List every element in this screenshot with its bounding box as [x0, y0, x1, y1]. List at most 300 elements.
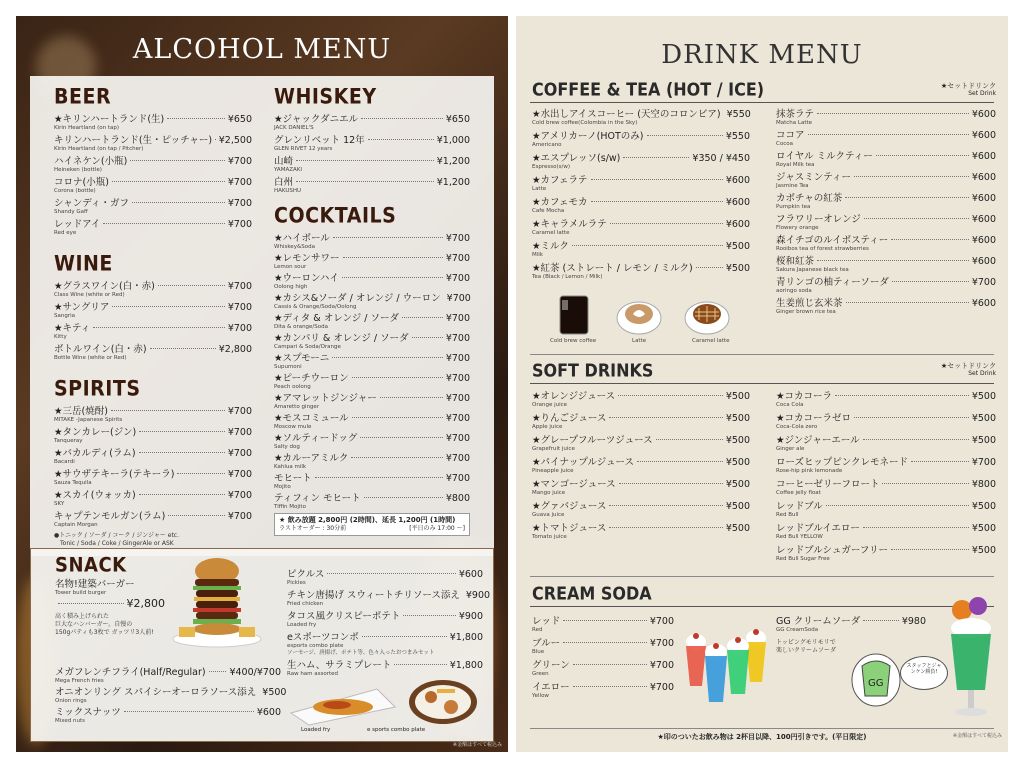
leader-dots: [610, 223, 723, 224]
wine-heading: WINE: [54, 251, 113, 277]
item-subtitle: Lemon sour: [274, 264, 307, 270]
item-price: ¥400/¥700: [229, 667, 281, 678]
snack-heading: SNACK: [55, 553, 127, 578]
item-name: ★アマレットジンジャー: [274, 393, 377, 404]
snack-item: [287, 660, 483, 678]
item-subtitle: Americano: [532, 142, 562, 148]
coffee-item: [532, 153, 750, 171]
item-name: ★三岳(焼酎): [54, 406, 108, 417]
cocktail-item: [274, 353, 470, 371]
cocktail-item: [274, 233, 470, 251]
item-price: ¥600: [458, 569, 483, 580]
item-name: ハイネケン(小瓶): [54, 156, 128, 167]
snack-panel: [30, 548, 494, 742]
gg-cream-soda: [776, 616, 926, 655]
item-price: ¥2,500: [218, 135, 252, 146]
item-subtitle: Ginger brown rice tea: [776, 309, 836, 315]
leader-dots: [139, 494, 225, 495]
tea-item: [776, 235, 996, 253]
item-price: ¥700: [227, 219, 252, 230]
leader-dots: [846, 302, 969, 303]
item-subtitle: Tea (Black / Lemon / Milk): [532, 274, 603, 280]
item-price: ¥700: [446, 293, 471, 304]
leader-dots: [380, 397, 443, 398]
item-name: レッドブルイエロー: [776, 523, 860, 534]
item-name: ピクルス: [287, 569, 325, 580]
leader-dots: [817, 113, 969, 114]
item-subtitle: Campari & Soda/Orange: [274, 344, 341, 350]
item-subtitle: Tomato juice: [532, 534, 567, 540]
item-name: eスポーツコンボ: [287, 632, 359, 643]
item-price: ¥700: [649, 660, 674, 671]
soft-drink-item: [776, 545, 996, 563]
coffee-item: [532, 175, 750, 193]
cocktails-list: [274, 233, 470, 511]
soft-drink-item: [532, 435, 750, 453]
item-subtitle: Royal Milk tea: [776, 162, 815, 168]
item-name: ★カンパリ & オレンジ / ソーダ: [274, 333, 409, 344]
burger-name: 名物!建築バーガー: [55, 579, 135, 590]
leader-dots: [351, 457, 442, 458]
item-price: ¥1,800: [449, 660, 483, 671]
item-name: ココア: [776, 130, 805, 141]
item-name: ★バカルディ(ラム): [54, 448, 136, 459]
item-price: ¥500: [971, 523, 996, 534]
beer-item: [54, 219, 252, 237]
item-subtitle: SKY: [54, 501, 65, 507]
item-subtitle: Bacardi: [54, 459, 75, 465]
leader-dots: [573, 686, 647, 687]
item-price: ¥700: [649, 638, 674, 649]
item-price: ¥600: [725, 175, 750, 186]
item-price: ¥700: [445, 233, 470, 244]
item-price: ¥800: [445, 493, 470, 504]
item-subtitle: Pickles: [287, 580, 306, 586]
item-name: グレンリベット 12年: [274, 135, 365, 146]
item-price: ¥550: [725, 131, 750, 142]
leader-dots: [132, 202, 225, 203]
item-name: ★パイナップルジュース: [532, 457, 635, 468]
beer-item: [54, 156, 252, 174]
leader-dots: [891, 239, 969, 240]
snack-item: [287, 611, 483, 629]
cocktail-item: [274, 453, 470, 471]
item-name: ★カフェラテ: [532, 175, 588, 186]
snack-right-list: [287, 569, 491, 681]
soft-drink-item: [532, 391, 750, 409]
item-price: ¥500: [971, 501, 996, 512]
spirits-item: [54, 469, 252, 487]
coffee-right-list: [776, 109, 996, 319]
item-price: ¥500: [971, 435, 996, 446]
leader-dots: [352, 417, 443, 418]
item-subtitle: Grapefruit juice: [532, 446, 575, 452]
cocktail-item: [274, 473, 470, 491]
svg-text:GG: GG: [868, 678, 884, 689]
item-subtitle: Amaretto ginger: [274, 404, 320, 410]
item-subtitle: Supumoni: [274, 364, 302, 370]
item-subtitle: Fried chicken: [287, 601, 324, 607]
leader-dots: [845, 197, 969, 198]
item-name: シャンディ・ガフ: [54, 198, 130, 209]
item-price: ¥500: [971, 413, 996, 424]
beer-item: [54, 135, 252, 153]
item-price: ¥700: [227, 406, 252, 417]
item-name: レッドアイ: [54, 219, 101, 230]
free-flow-box: [274, 513, 470, 536]
item-price: ¥600: [725, 219, 750, 230]
soft-drink-item: [532, 413, 750, 431]
leader-dots: [572, 245, 723, 246]
item-subtitle: Red Bull: [776, 512, 799, 518]
gg-name: GG クリームソーダ: [776, 616, 861, 627]
loaded-fry-image: [287, 685, 399, 727]
tea-item: [776, 193, 996, 211]
snack-left-list: [55, 667, 287, 727]
item-subtitle: Matcha Latte: [776, 120, 813, 126]
item-price: ¥700: [445, 453, 470, 464]
item-subtitle: GLEN RIVET 12 years: [274, 146, 333, 152]
item-subtitle: Sangria: [54, 313, 75, 319]
latte-caption: Latte: [632, 338, 647, 344]
leader-dots: [876, 155, 969, 156]
item-name: ★サウザテキーラ(テキーラ): [54, 469, 175, 480]
gg-sub: GG CreamSoda: [776, 627, 819, 633]
item-price: ¥700: [649, 682, 674, 693]
item-price: ¥350 / ¥450: [692, 153, 750, 164]
item-price: ¥700: [649, 616, 674, 627]
leader-dots: [403, 615, 455, 616]
cocktail-item: [274, 253, 470, 271]
item-subtitle: Kirin Heartland (on tap): [54, 125, 119, 131]
item-subtitle: Kirin Heartland (on tap / Pitcher): [54, 146, 144, 152]
whiskey-list: [274, 114, 470, 195]
beer-item: [54, 114, 252, 132]
coffee-item: [532, 197, 750, 215]
item-subtitle: Raw ham assorted: [287, 671, 339, 677]
leader-dots: [817, 260, 969, 261]
item-subtitle: Whiskey&Soda: [274, 244, 315, 250]
soft-drink-item: [532, 479, 750, 497]
item-name: ボトルワイン(白・赤): [54, 344, 147, 355]
soft-drink-item: [776, 413, 996, 431]
spirits-item: [54, 448, 252, 466]
item-extra: ソーセージ、唐揚げ、ポテト等、色々入ったおつまみセット: [287, 650, 435, 656]
coffee-item: [532, 219, 750, 237]
staff-bubble: スタッフとジャンケン勝負!: [900, 656, 948, 690]
alcohol-list-panel: [30, 76, 494, 556]
item-name: ★サングリア: [54, 302, 110, 313]
wine-item: [54, 323, 252, 341]
item-price: ¥500: [725, 241, 750, 252]
item-subtitle: Cocoa: [776, 141, 793, 147]
snack-item: [55, 687, 287, 705]
leader-dots: [656, 439, 723, 440]
item-subtitle: Onion rings: [55, 698, 87, 704]
tea-item: [776, 214, 996, 232]
soft-drink-item: [532, 457, 750, 475]
cocktail-item: [274, 313, 470, 331]
divider: [530, 383, 994, 384]
item-name: イエロー: [532, 682, 570, 693]
item-subtitle: Tiffin Mojito: [274, 504, 306, 510]
cocktail-item: [274, 293, 470, 311]
item-price: ¥700: [445, 253, 470, 264]
mixer-note: ●トニック / ソーダ / コーク / ジンジャー etc.: [54, 532, 180, 539]
item-name: グリーン: [532, 660, 570, 671]
whiskey-item: [274, 156, 470, 174]
item-name: ★キリンハートランド(生): [54, 114, 165, 125]
item-name: ★ディタ & オレンジ / ソーダ: [274, 313, 399, 324]
leader-dots: [343, 257, 443, 258]
leader-dots: [352, 377, 443, 378]
cold-brew-coffee-image: [554, 292, 594, 340]
leader-dots: [112, 181, 225, 182]
snack-item: [287, 569, 483, 587]
item-price: ¥700: [227, 469, 252, 480]
burger-sub: Tower build burger: [55, 590, 107, 596]
tea-item: [776, 172, 996, 190]
item-name: ★水出しアイスコーヒー (天空のコロンビア): [532, 109, 721, 120]
item-name: ★カフェモカ: [532, 197, 588, 208]
item-price: ¥700: [971, 457, 996, 468]
leader-dots: [168, 515, 224, 516]
item-name: モヒート: [274, 473, 312, 484]
item-name: ★レモンサワー: [274, 253, 340, 264]
leader-dots: [158, 285, 225, 286]
item-price: ¥600: [971, 130, 996, 141]
item-name: メガフレンチフライ(Half/Regular): [55, 667, 206, 678]
item-price: ¥500: [725, 479, 750, 490]
item-subtitle: Bottle Wine (white or Red): [54, 355, 127, 361]
item-name: キリンハートランド(生・ピッチャー): [54, 135, 213, 146]
wine-item: [54, 344, 252, 362]
item-price: ¥700: [227, 302, 252, 313]
leader-dots: [209, 671, 227, 672]
item-name: 青リンゴの柚ティーソーダ: [776, 277, 889, 288]
item-price: ¥500: [262, 687, 287, 698]
alcohol-right-column: [274, 86, 470, 536]
item-name: 生ハム、サラミプレート: [287, 660, 392, 671]
weekday-only: [平日のみ 17:00 〜]: [409, 525, 465, 532]
item-price: ¥500: [971, 391, 996, 402]
tea-item: [776, 298, 996, 316]
item-subtitle: Rose-hip pink lemonade: [776, 468, 843, 474]
divider: [530, 606, 994, 607]
cream-soda-heading: CREAM SODA: [532, 583, 652, 604]
item-subtitle: Pumpkin tea: [776, 204, 811, 210]
tower-burger-image: [169, 553, 265, 649]
item-name: ★ウーロンハイ: [274, 273, 339, 284]
soft-right-list: [776, 391, 996, 567]
item-name: 白州: [274, 177, 294, 188]
item-subtitle: Salty dog: [274, 444, 300, 450]
leader-dots: [139, 452, 225, 453]
item-subtitle: Jasmine Tea: [776, 183, 809, 189]
item-subtitle: Yellow: [532, 693, 549, 699]
item-subtitle: Cafe Mocha: [532, 208, 565, 214]
item-name: ジャスミンティー: [776, 172, 852, 183]
item-subtitle: Cassis & Orange/Soda/Oolong: [274, 304, 357, 310]
item-price: ¥550: [726, 109, 751, 120]
cocktails-heading: COCKTAILS: [274, 203, 397, 229]
item-price: ¥600: [971, 193, 996, 204]
leader-dots: [315, 477, 443, 478]
leader-dots: [609, 505, 722, 506]
item-price: ¥700: [227, 323, 252, 334]
gg-illustration: [850, 652, 902, 708]
item-price: ¥500: [725, 501, 750, 512]
item-name: フラワリーオレンジ: [776, 214, 861, 225]
leader-dots: [647, 135, 723, 136]
item-name: コーヒーゼリーフロート: [776, 479, 880, 490]
wine-list: [54, 281, 252, 362]
item-price: ¥650: [445, 114, 470, 125]
leader-dots: [835, 395, 969, 396]
leader-dots: [112, 306, 224, 307]
whiskey-item: [274, 135, 470, 153]
item-price: ¥700: [445, 333, 470, 344]
cocktail-item: [274, 493, 470, 511]
cocktail-item: [274, 413, 470, 431]
item-subtitle: JACK DANIEL'S: [274, 125, 314, 131]
item-price: ¥700: [227, 198, 252, 209]
item-subtitle: Sauza Tequila: [54, 480, 92, 486]
cream-soda-item: [532, 638, 674, 656]
item-subtitle: Espresso(s/w): [532, 164, 570, 170]
item-name: ★ソルティードッグ: [274, 433, 358, 444]
leader-dots: [563, 620, 646, 621]
item-price: ¥600: [725, 197, 750, 208]
item-subtitle: MITAKE -Japanese Spirits: [54, 417, 123, 423]
item-subtitle: Caramel latte: [532, 230, 570, 236]
item-price: ¥500: [725, 263, 750, 274]
leader-dots: [591, 201, 723, 202]
leader-dots: [573, 664, 647, 665]
item-price: ¥2,800: [218, 344, 252, 355]
wine-item: [54, 302, 252, 320]
snack-item: [55, 667, 281, 685]
item-name: コロナ(小瓶): [54, 177, 109, 188]
item-price: ¥700: [227, 448, 252, 459]
item-subtitle: Rooibos tea of forest strawberries: [776, 246, 869, 252]
item-name: ★ハイボール: [274, 233, 330, 244]
cream-soda-item: [532, 660, 674, 678]
leader-dots: [618, 395, 723, 396]
leader-dots: [863, 439, 969, 440]
item-name: ★オレンジジュース: [532, 391, 616, 402]
beer-item: [54, 177, 252, 195]
item-name: レッドブル: [776, 501, 823, 512]
gg-desc: トッピングモリモリで 楽しいクリームソーダ: [776, 639, 837, 654]
item-name: 山崎: [274, 156, 294, 167]
burger-block: [55, 579, 165, 637]
tax-note: ※金額はすべて税込み: [452, 742, 502, 748]
cocktail-item: [274, 333, 470, 351]
leader-dots: [854, 417, 969, 418]
snack-item: [287, 632, 483, 657]
item-subtitle: Blue: [532, 649, 545, 655]
item-name: ★グァバジュース: [532, 501, 607, 512]
wine-item: [54, 281, 252, 299]
leader-dots: [394, 664, 446, 665]
leader-dots: [854, 176, 969, 177]
item-subtitle: Sakura Japanese black tea: [776, 267, 849, 273]
item-price: ¥600: [971, 214, 996, 225]
item-subtitle: Red Bull YELLOW: [776, 534, 823, 540]
item-subtitle: Latte: [532, 186, 547, 192]
item-subtitle: Ginger ale: [776, 446, 805, 452]
item-subtitle: Mixed nuts: [55, 718, 85, 724]
item-subtitle: Cold brew coffee(Colombia in the Sky): [532, 120, 638, 126]
item-name: ★スプモーニ: [274, 353, 330, 364]
item-price: ¥700: [445, 473, 470, 484]
item-price: ¥600: [971, 172, 996, 183]
soft-drink-item: [532, 501, 750, 519]
tea-item: [776, 151, 996, 169]
item-price: ¥700: [227, 490, 252, 501]
item-subtitle: Captain Morgan: [54, 522, 98, 528]
item-subtitle: esports combo plate: [287, 643, 344, 649]
latte-image: [616, 292, 662, 338]
item-price: ¥700: [227, 281, 252, 292]
item-price: ¥600: [971, 256, 996, 267]
item-name: レッド: [532, 616, 561, 627]
item-subtitle: Corona (bottle): [54, 188, 96, 194]
coffee-item: [532, 109, 750, 127]
leader-dots: [364, 497, 443, 498]
soft-drink-item: [776, 435, 996, 453]
caramel-latte-image: [684, 292, 730, 338]
leader-dots: [826, 505, 969, 506]
drink-menu-page: [516, 16, 1008, 752]
leader-dots: [864, 218, 969, 219]
item-subtitle: Moscow mule: [274, 424, 312, 430]
item-subtitle: Tanqueray: [54, 438, 83, 444]
loaded-fry-caption: Loaded fry: [301, 727, 331, 733]
leader-dots: [412, 337, 443, 338]
leader-dots: [609, 417, 722, 418]
item-subtitle: Coca-Cola zero: [776, 424, 818, 430]
leader-dots: [892, 281, 969, 282]
item-price: ¥500: [725, 413, 750, 424]
leader-dots: [891, 549, 969, 550]
leader-dots: [177, 473, 224, 474]
divider: [530, 728, 994, 729]
item-name: キャプテンモルガン(ラム): [54, 511, 166, 522]
tea-item: [776, 277, 996, 295]
item-price: ¥500: [725, 457, 750, 468]
leader-dots: [911, 461, 969, 462]
cocktail-item: [274, 393, 470, 411]
coffee-item: [532, 131, 750, 149]
item-name: ★ピーチウーロン: [274, 373, 349, 384]
discount-footer: ★印のついたお飲み物は 2杯目以降、100円引きです。(平日限定): [657, 733, 867, 741]
item-price: ¥600: [971, 109, 996, 120]
item-name: ★マンゴージュース: [532, 479, 616, 490]
soft-drink-item: [532, 523, 750, 541]
leader-dots: [93, 327, 225, 328]
item-price: ¥700: [227, 156, 252, 167]
soft-drink-item: [776, 457, 996, 475]
item-price: ¥600: [256, 707, 281, 718]
item-name: ★コカコーラ: [776, 391, 833, 402]
leader-dots: [808, 134, 969, 135]
item-name: ★グレープフルーツジュース: [532, 435, 653, 446]
snack-item: [55, 707, 281, 725]
alcohol-menu-title: ALCOHOL MENU: [132, 34, 392, 65]
item-subtitle: YAMAZAKI: [274, 167, 302, 173]
